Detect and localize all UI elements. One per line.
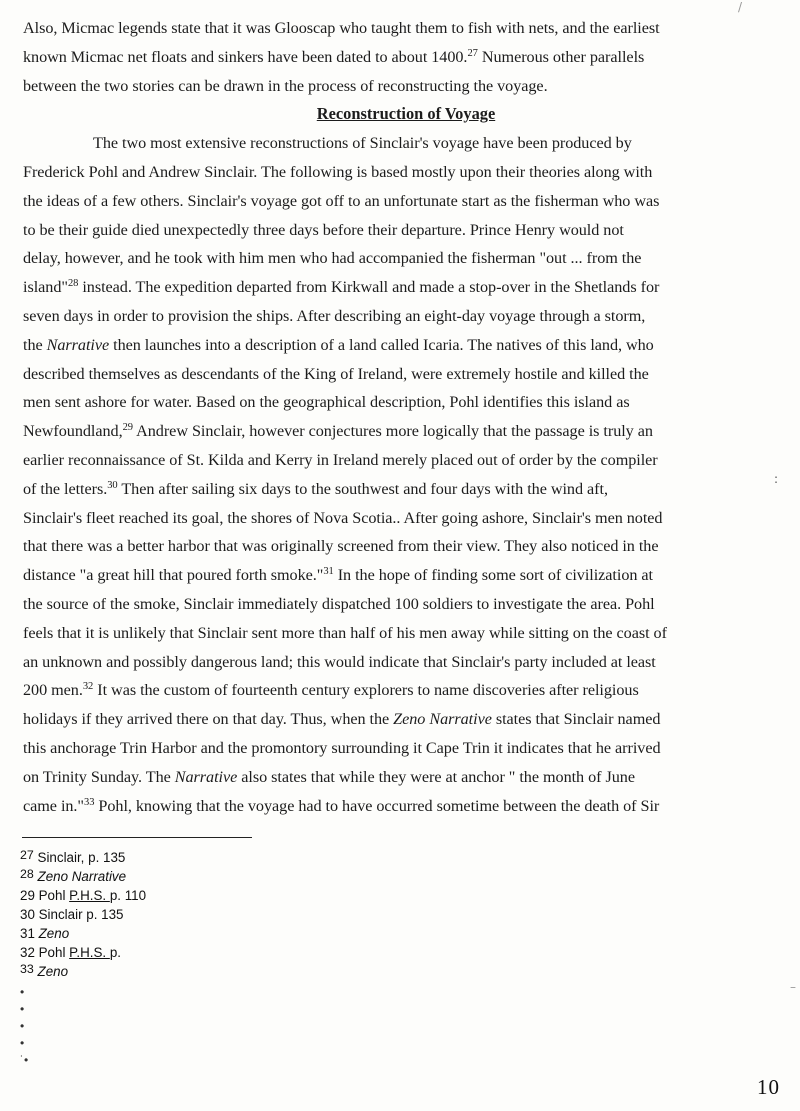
- footnote-ref: 30: [107, 479, 118, 491]
- footnote-33: 33 Zeno: [20, 962, 69, 979]
- text-line: between the two stories can be drawn in the process of reconstructing the voyage.: [23, 76, 548, 95]
- text-line: holidays if they arrived there on that day. Thus, when the Zeno Narrative states that Sinclair named: [23, 710, 661, 729]
- footnotes: [20, 848, 146, 981]
- footnote-32: 32 Pohl P.H.S. p.: [20, 945, 122, 960]
- text-line: Frederick Pohl and Andrew Sinclair. The following is based mostly upon their theories along with: [23, 162, 653, 181]
- text-line: delay, however, and he took with him men who had accompanied the fisherman "out ... from the: [23, 249, 642, 268]
- text-line: men sent ashore for water. Based on the geographical description, Pohl identifies this island as: [23, 393, 630, 412]
- text-line: the source of the smoke, Sinclair immediately dispatched 100 soldiers to investigate the area. Pohl: [23, 594, 655, 613]
- scan-marks: • • • • ˙•: [20, 985, 29, 1067]
- text-line: the Narrative then launches into a description of a land called Icaria. The natives of this land, who: [23, 335, 654, 354]
- text-line: described themselves as descendants of the King of Ireland, were extremely hostile and killed the: [23, 364, 649, 383]
- text-line: Sinclair's fleet reached its goal, the shores of Nova Scotia.. After going ashore, Sinclair's men noted: [23, 508, 663, 527]
- text-line: Newfoundland,$^{29}$ Andrew Sinclair, however conjectures more logically that the passage is truly an: [23, 422, 653, 441]
- text-line: The two most extensive reconstructions of Sinclair's voyage have been produced by: [93, 134, 632, 153]
- text-line: to be their guide died unexpectedly three days before their departure. Prince Henry would not: [23, 220, 624, 239]
- scan-mark: –: [790, 980, 796, 994]
- text-line: Also, Micmac legends state that it was Glooscap who taught them to fish with nets, and the earliest: [23, 19, 660, 37]
- footnote-29: 29 Pohl P.H.S. p. 110: [20, 888, 147, 903]
- text-line: feels that it is unlikely that Sinclair sent more than half of his men away while sitting on the coast of: [23, 623, 667, 642]
- footnote-ref: 27: [467, 47, 478, 59]
- text-line: the ideas of a few others. Sinclair's voyage got off to an unfortunate start as the fisherman who was: [23, 191, 660, 210]
- footnote-31: 31 Zeno: [20, 926, 70, 941]
- text-line: island"$^{28}$ instead. The expedition departed from Kirkwall and made a stop-over in the Shetlands for: [23, 278, 660, 297]
- footnote-28: 28 Zeno Narrative: [20, 867, 127, 884]
- section-heading: Reconstruction of Voyage: [316, 104, 496, 124]
- footnote-ref: 31: [323, 566, 334, 578]
- footnote-ref: 28: [67, 278, 79, 290]
- footnote-27: 27 Sinclair, p. 135: [20, 848, 126, 865]
- text-line: known Micmac net floats and sinkers have been dated to about 1400.27 Numerous other parallels: [23, 47, 645, 66]
- scan-mark: :: [774, 472, 779, 486]
- text-line: on Trinity Sunday. The Narrative also states that while they were at anchor " the month of June: [23, 767, 635, 786]
- text-line: that there was a better harbor that was originally screened from their view. They also noticed in the: [23, 537, 659, 556]
- text-line: came in."$^{33}$ Pohl, knowing that the voyage had to have occurred sometime between the death of Sir: [23, 796, 660, 815]
- text-line: of the letters.$^{30}$ Then after sailing six days to the southwest and four days with the wind aft,: [23, 479, 608, 498]
- text-line: an unknown and possibly dangerous land; this would indicate that Sinclair's party included at least: [23, 652, 656, 671]
- text-line: this anchorage Trin Harbor and the promontory surrounding it Cape Trin it indicates that he arrived: [23, 738, 661, 757]
- text-line: seven days in order to provision the ships. After describing an eight-day voyage through a storm,: [23, 306, 646, 325]
- scan-mark: /: [738, 0, 743, 14]
- footnote-ref: 33: [84, 796, 95, 808]
- page-body: [23, 14, 781, 820]
- footnote-30: 30 Sinclair p. 135: [20, 907, 124, 922]
- text-line: distance "a great hill that poured forth smoke."$^{31}$ In the hope of finding some sort of civilization at: [23, 566, 653, 585]
- footnote-divider: [22, 837, 252, 838]
- footnote-ref: 29: [122, 422, 134, 434]
- text-line: earlier reconnaissance of St. Kilda and Kerry in Ireland merely placed out of order by the compiler: [23, 450, 658, 469]
- footnote-ref: 32: [82, 681, 94, 693]
- text-line: 200 men.$^{32}$ It was the custom of fourteenth century explorers to name discoveries after religious: [23, 681, 639, 700]
- page-number: 10: [757, 1075, 780, 1099]
